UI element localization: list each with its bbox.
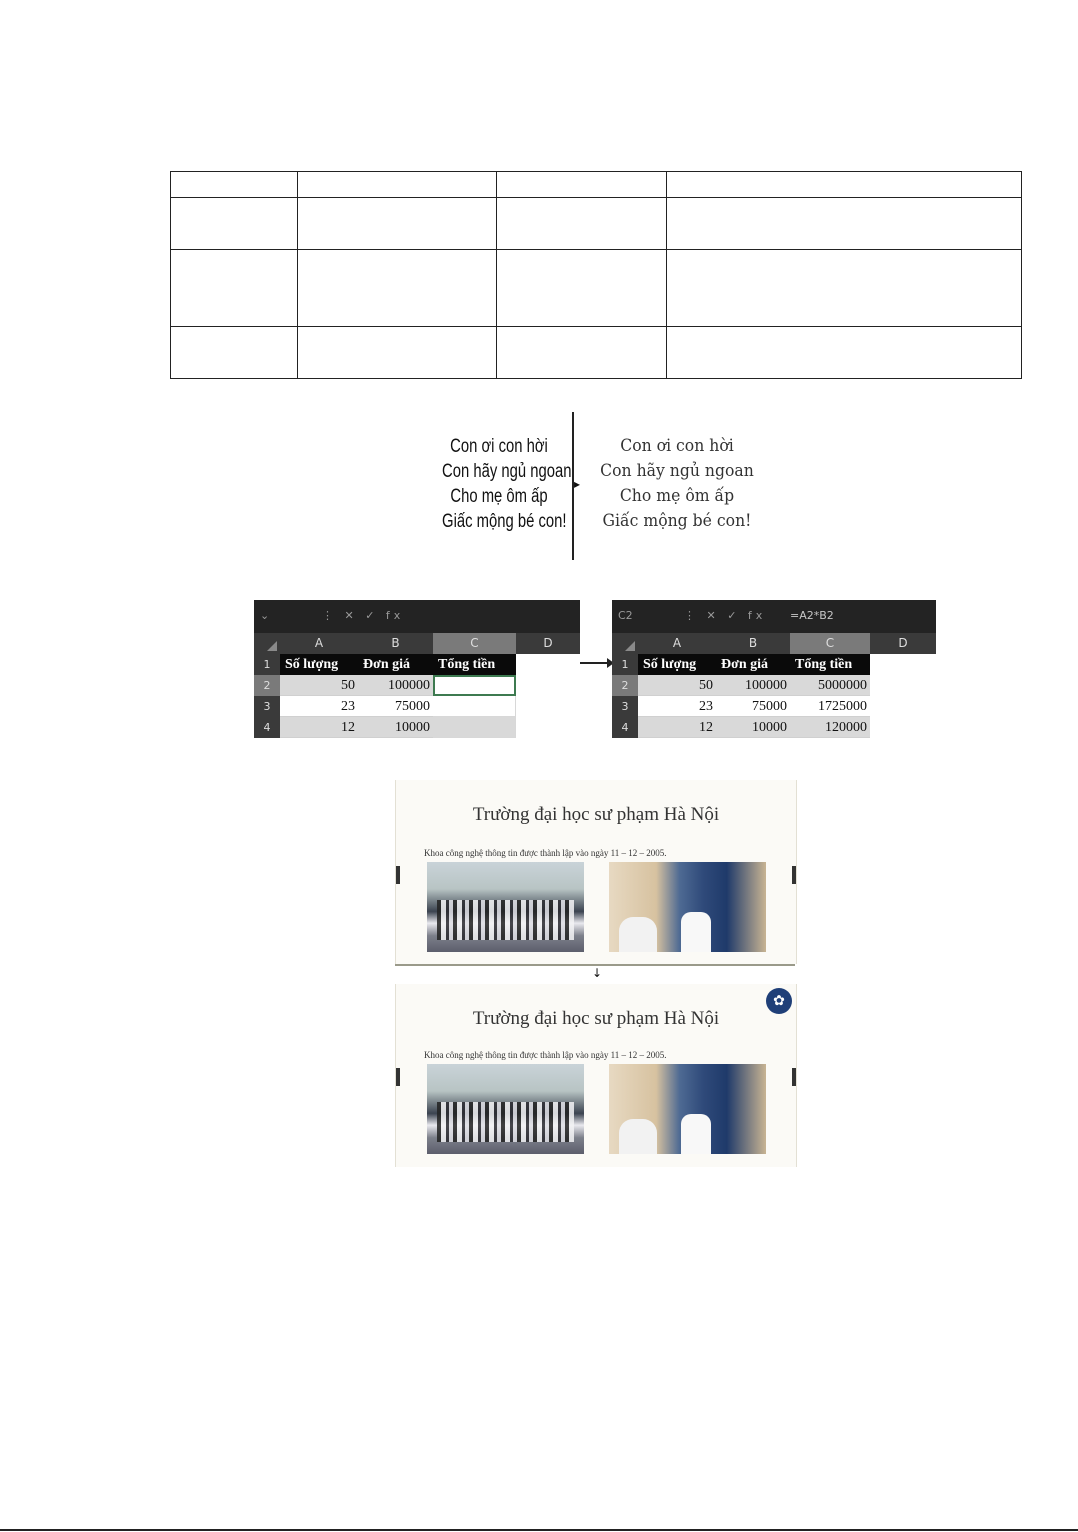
formula-bar	[612, 600, 936, 633]
poem-line: Con ơi con hời	[620, 436, 734, 456]
students-photo	[609, 1064, 766, 1154]
table-cell	[667, 198, 1022, 250]
row-header-4[interactable]: 4	[254, 717, 280, 738]
cell-c2-selected[interactable]	[433, 675, 516, 696]
cell-a3[interactable]: 23	[280, 696, 358, 717]
table-cell	[497, 250, 667, 327]
name-box[interactable]: ⌄	[260, 609, 270, 622]
arrow-down-icon: ↓	[592, 966, 603, 980]
cell-b2[interactable]: 100000	[358, 675, 433, 696]
table-cell	[171, 327, 298, 379]
slide-after	[395, 984, 797, 1167]
formula-bar-icons[interactable]: ⋮ ✕ ✓ fx	[684, 609, 767, 622]
formula-bar	[254, 600, 580, 633]
poem-line: Con hãy ngủ ngoan	[600, 461, 754, 481]
table-cell	[497, 172, 667, 198]
cell-b3[interactable]: 75000	[358, 696, 433, 717]
poem-line: Cho mẹ ôm ấp	[450, 486, 548, 507]
cell-b2[interactable]: 100000	[716, 675, 790, 696]
slide-caption: Khoa công nghệ thông tin được thành lập vào ngày 11 – 12 – 2005.	[424, 1050, 667, 1060]
formula-bar-icons[interactable]: ⋮ ✕ ✓ fx	[322, 609, 405, 622]
cell-a2[interactable]: 50	[638, 675, 716, 696]
select-all-corner[interactable]	[612, 633, 638, 654]
column-headers	[280, 633, 580, 654]
column-header-a[interactable]: A	[672, 636, 682, 650]
spreadsheet-before	[254, 600, 580, 738]
group-photo	[427, 862, 584, 952]
table-row	[171, 250, 1022, 327]
slide-before	[395, 780, 797, 964]
table-cell	[171, 250, 298, 327]
cell-c4[interactable]	[433, 717, 516, 738]
table-row	[171, 327, 1022, 379]
select-all-corner[interactable]	[254, 633, 280, 654]
header-cell-total[interactable]: Tổng tiền	[433, 654, 516, 675]
page-footer-line	[0, 1529, 1078, 1531]
poem-line: Giấc mộng bé con!	[602, 511, 752, 531]
column-header-b[interactable]: B	[748, 636, 758, 650]
empty-table	[170, 171, 1022, 379]
poem-after	[593, 434, 760, 534]
table-cell	[497, 327, 667, 379]
column-header-c[interactable]: C	[433, 633, 516, 654]
resize-handle[interactable]	[396, 1068, 400, 1086]
table-cell	[171, 198, 298, 250]
header-cell-quantity[interactable]: Số lượng	[280, 654, 358, 675]
poem-before	[442, 434, 572, 534]
resize-handle[interactable]	[792, 866, 796, 884]
column-headers	[638, 633, 936, 654]
cell-c3[interactable]: 1725000	[790, 696, 870, 717]
poem-line: Giấc mộng bé con!	[442, 511, 567, 532]
poem-line: Con ơi con hời	[450, 436, 548, 457]
cell-b4[interactable]: 10000	[716, 717, 790, 738]
table-cell	[667, 172, 1022, 198]
cell-b4[interactable]: 10000	[358, 717, 433, 738]
column-header-c[interactable]: C	[790, 633, 870, 654]
slide-title: Trường đại học sư phạm Hà Nội	[472, 1008, 720, 1029]
university-logo: ✿	[766, 988, 792, 1014]
row-header-2[interactable]: 2	[254, 675, 280, 696]
slide-title: Trường đại học sư phạm Hà Nội	[472, 804, 720, 825]
header-cell-price[interactable]: Đơn giá	[358, 654, 433, 675]
students-photo	[609, 862, 766, 952]
arrow-right-icon	[580, 662, 612, 664]
header-cell-total[interactable]: Tổng tiền	[790, 654, 870, 675]
cell-a4[interactable]: 12	[638, 717, 716, 738]
cell-a4[interactable]: 12	[280, 717, 358, 738]
column-header-b[interactable]: B	[391, 636, 400, 650]
table-cell	[667, 250, 1022, 327]
cell-c4[interactable]: 120000	[790, 717, 870, 738]
arrow-right-icon: ▸	[574, 477, 581, 491]
column-header-d[interactable]: D	[543, 636, 553, 650]
table-cell	[298, 327, 497, 379]
poem-line: Cho mẹ ôm ấp	[619, 486, 735, 506]
row-header-1[interactable]: 1	[254, 654, 280, 675]
poem-line: Con hãy ngủ ngoan	[442, 461, 572, 482]
cell-a3[interactable]: 23	[638, 696, 716, 717]
table-cell	[298, 198, 497, 250]
table-cell	[667, 327, 1022, 379]
resize-handle[interactable]	[396, 866, 400, 884]
cell-a2[interactable]: 50	[280, 675, 358, 696]
row-header-3[interactable]: 3	[612, 696, 638, 717]
table-cell	[171, 172, 298, 198]
header-cell-quantity[interactable]: Số lượng	[638, 654, 716, 675]
slide-caption: Khoa công nghệ thông tin được thành lập vào ngày 11 – 12 – 2005.	[424, 848, 667, 858]
table-cell	[298, 172, 497, 198]
resize-handle[interactable]	[792, 1068, 796, 1086]
group-photo	[427, 1064, 584, 1154]
table-row	[171, 198, 1022, 250]
column-header-a[interactable]: A	[314, 636, 324, 650]
cell-b3[interactable]: 75000	[716, 696, 790, 717]
table-cell	[497, 198, 667, 250]
formula-input[interactable]: =A2*B2	[790, 609, 834, 622]
spreadsheet-after	[612, 600, 936, 738]
header-cell-price[interactable]: Đơn giá	[716, 654, 790, 675]
row-header-4[interactable]: 4	[612, 717, 638, 738]
row-header-3[interactable]: 3	[254, 696, 280, 717]
table-cell	[298, 250, 497, 327]
cell-c2[interactable]: 5000000	[790, 675, 870, 696]
row-header-1[interactable]: 1	[612, 654, 638, 675]
cell-c3[interactable]	[433, 696, 516, 717]
column-header-d[interactable]: D	[898, 636, 908, 650]
table-row	[171, 172, 1022, 198]
row-header-2[interactable]: 2	[612, 675, 638, 696]
name-box[interactable]: C2	[618, 609, 633, 622]
